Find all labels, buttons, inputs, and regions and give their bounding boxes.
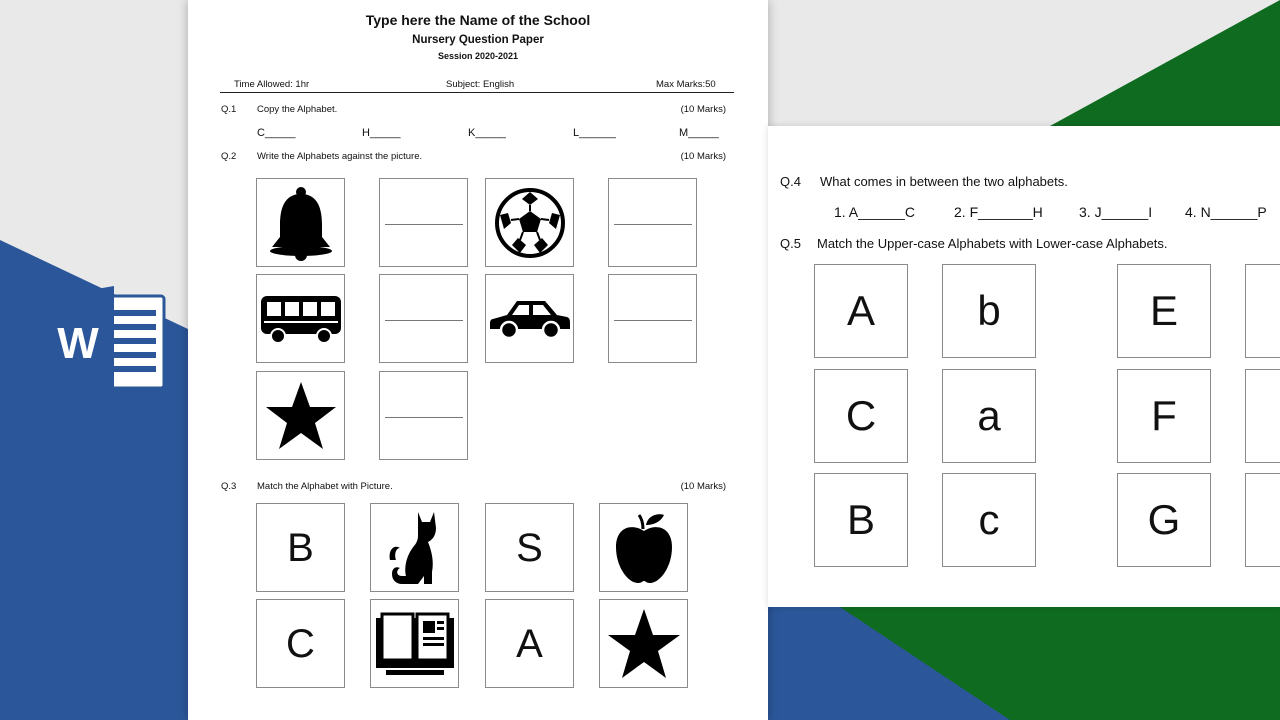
answer-line [385,417,463,418]
letter-box [256,503,345,592]
session-label: Session 2020-2021 [437,51,519,61]
q3-number: Q.3 [221,481,237,492]
q1-item: K_____ [468,127,506,139]
picture-box [256,274,345,363]
school-name[interactable]: Type here the Name of the School [365,12,591,28]
lowercase-box [942,473,1036,567]
letter-box [485,599,574,688]
answer-box[interactable] [608,178,697,267]
uppercase-box [814,369,908,463]
answer-line [385,224,463,225]
letter: c [978,496,1000,543]
letter: B [846,496,875,543]
letter: A [846,287,875,334]
picture-box [599,503,688,592]
paper-title: Nursery Question Paper [412,34,544,46]
letter: C [286,621,315,666]
cat-icon [388,510,442,586]
star-icon [264,380,338,452]
letter: E [1149,287,1178,334]
answer-line [614,320,692,321]
letter-box [485,503,574,592]
q4-item: 2. F_______H [954,204,1043,220]
answer-box[interactable] [379,178,468,267]
uppercase-box [814,264,908,358]
uppercase-box [814,473,908,567]
picture-box [370,599,459,688]
picture-box [485,178,574,267]
q5-number: Q.5 [780,236,801,251]
q2-text: Write the Alphabets against the picture. [257,151,423,162]
question-paper-page-2 [768,126,1280,607]
letter: b [977,287,1001,334]
q1-item: L______ [573,127,616,139]
logo-letter: W [57,319,99,368]
apple-icon [612,511,676,585]
answer-box[interactable] [379,274,468,363]
letter-box [256,599,345,688]
picture-box [256,371,345,460]
lowercase-box [942,264,1036,358]
q4-item: 4. N______P [1185,204,1267,220]
answer-line [614,224,692,225]
star-icon [606,607,682,681]
max-marks: Max Marks:50 [656,79,716,90]
q3-marks: (10 Marks) [680,481,726,492]
lowercase-box [1245,473,1280,567]
answer-box[interactable] [608,274,697,363]
word-logo-icon [44,286,168,398]
uppercase-box [1117,264,1211,358]
letter: F [1151,392,1177,439]
header-divider [220,92,734,93]
q1-item: H_____ [362,127,401,139]
q1-item: M_____ [679,127,719,139]
q5-text: Match the Upper-case Alphabets with Lower-case Alphabets. [817,236,1168,251]
uppercase-box [1117,369,1211,463]
bell-icon [266,185,336,261]
q2-number: Q.2 [221,151,237,162]
picture-box [370,503,459,592]
letter: a [977,392,1001,439]
letter: S [516,525,543,570]
time-allowed: Time Allowed: 1hr [234,79,310,90]
q1-text: Copy the Alphabet. [257,104,338,115]
picture-box [256,178,345,267]
subject-label: Subject: English [446,79,515,90]
q4-number: Q.4 [780,174,801,189]
answer-box[interactable] [379,371,468,460]
question-paper-page-1 [188,0,768,720]
q1-item: C_____ [257,127,296,139]
q4-text: What comes in between the two alphabets. [820,174,1068,189]
answer-line [385,320,463,321]
car-icon [489,297,571,341]
q2-marks: (10 Marks) [680,151,726,162]
book-icon [374,612,456,676]
q1-marks: (10 Marks) [680,104,726,115]
q4-item: 3. J______I [1079,204,1153,220]
uppercase-box [1117,473,1211,567]
lowercase-box [1245,264,1280,358]
bus-icon [260,294,342,344]
q4-item: 1. A______C [834,204,915,220]
lowercase-box [1245,369,1280,463]
letter: B [287,525,314,570]
picture-box [599,599,688,688]
letter: G [1147,496,1181,543]
football-icon [494,187,566,259]
letter: C [845,392,877,439]
lowercase-box [942,369,1036,463]
letter: A [516,621,543,666]
q3-text: Match the Alphabet with Picture. [257,481,393,492]
picture-box [485,274,574,363]
q1-number: Q.1 [221,104,237,115]
